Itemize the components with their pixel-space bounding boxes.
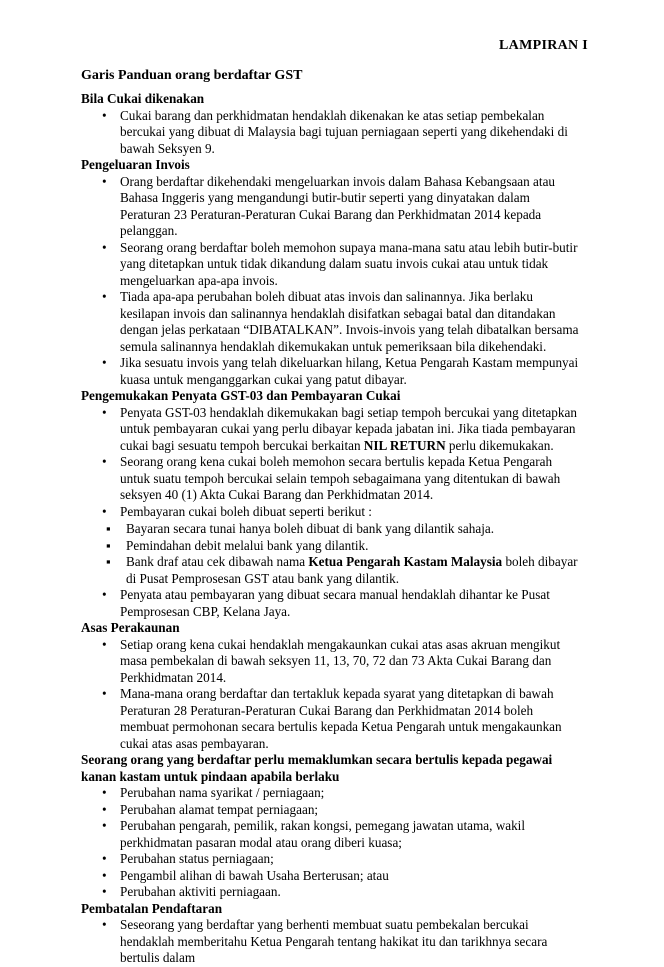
section-heading: Pembatalan Pendaftaran: [81, 900, 223, 916]
item-text: Tiada apa-apa perubahan boleh dibuat atas invois dan salinannya. Jika berlaku kesilapan invois dan salinannya hendaklah disifatkan sebagai batal dan ditandakan dengan jelas perkataan “DIBATALKAN”. Invois-invois yang telah dibatalkan bersama semula salinannya hendaklah dikemukakan untuk pemeriksaan bila dikehendaki.: [120, 289, 579, 354]
item-text: Bank draf atau cek dibawah nama: [126, 554, 309, 569]
item-text: Perubahan alamat tempat perniagaan;: [120, 801, 319, 817]
item-text: Bayaran secara tunai hanya boleh dibuat di bank yang dilantik sahaja.: [126, 521, 495, 536]
bullet-item: [81, 355, 581, 388]
item-text: Cukai barang dan perkhidmatan hendaklah dikenakan ke atas setiap pembekalan bercukai yang dibuat di Malaysia bagi tujuan perniagaan seperti yang dikehendaki di bawah Seksyen 9.: [120, 107, 568, 156]
item-text: Jika sesuatu invois yang telah dikeluarkan hilang, Ketua Pengarah Kastam mempunyai kuasa untuk menganggarkan cukai yang patut dibayar.: [120, 355, 579, 387]
sub-bullet-item: [81, 521, 581, 538]
bullet-list: [81, 917, 581, 967]
item-text: Pengambil alihan di bawah Usaha Berterusan; atau: [120, 867, 389, 883]
item-text: Mana-mana orang berdaftar dan tertakluk kepada syarat yang ditetapkan di bawah Peraturan 28 Peraturan-Peraturan Cukai Barang dan Perkhidmatan 2014 boleh membuat permohonan secara bertulis kepada Ketua Pengarah untuk mengakaunkan cukai atas asas pembayaran.: [120, 686, 562, 751]
sub-bullet-item: [81, 538, 581, 555]
bullet-list: [81, 108, 581, 158]
section-heading: Seorang orang yang berdaftar perlu memaklumkan secara bertulis kepada pegawai kanan kastam untuk pindaan apabila berlaku: [81, 752, 553, 784]
sub-bullet-item: [81, 554, 581, 587]
bullet-item: [81, 785, 581, 802]
bullet-item: [81, 240, 581, 290]
item-text: Perubahan aktiviti perniagaan.: [120, 884, 281, 899]
bullet-item: [81, 504, 581, 588]
section-heading: Pengeluaran Invois: [81, 157, 190, 172]
item-text: Perubahan pengarah, pemilik, rakan kongsi, pemegang jawatan utama, wakil perkhidmatan pasaran modal atau orang diberi kuasa;: [120, 818, 526, 850]
item-text: Pembayaran cukai boleh dibuat seperti berikut :: [120, 503, 372, 519]
bullet-list: [81, 405, 581, 621]
section-heading: Asas Perakaunan: [81, 620, 180, 635]
bullet-item: [81, 174, 581, 240]
item-bold-text: Ketua Pengarah Kastam Malaysia: [308, 554, 503, 569]
item-text: Seorang orang berdaftar boleh memohon supaya mana-mana satu atau lebih butir-butir yang ditetapkan untuk tidak dikandung dalam suatu invois cukai atau untuk tidak mengeluarkan apa-apa invois.: [120, 239, 578, 288]
bullet-list: [81, 637, 581, 753]
item-text: Penyata GST-03 hendaklah dikemukakan bagi setiap tempoh bercukai yang ditetapkan untuk pembayaran cukai yang perlu dibayar kepada jabatan ini. Jika tiada pembayaran cukai bagi sesuatu tempoh bercukai berkaitan: [120, 404, 577, 453]
bullet-item: [81, 405, 581, 455]
item-text: Penyata atau pembayaran yang dibuat secara manual hendaklah dihantar ke Pusat Pemprosesan CBP, Kelana Jaya.: [120, 587, 550, 619]
item-text: boleh dibayar di Pusat Pemprosesan GST atau bank yang dilantik.: [126, 554, 578, 586]
bullet-item: [81, 454, 581, 504]
item-text: Perubahan nama syarikat / perniagaan;: [120, 785, 325, 800]
bullet-item: [81, 108, 581, 158]
section-heading: Pengemukakan Penyata GST-03 dan Pembayaran Cukai: [81, 388, 401, 403]
bullet-item: [81, 818, 581, 851]
appendix-label: LAMPIRAN I: [499, 38, 588, 53]
bullet-item: [81, 868, 581, 885]
item-text: Orang berdaftar dikehendaki mengeluarkan invois dalam Bahasa Kebangsaan atau Bahasa Inggeris yang mengandungi butir-butir seperti yang dinyatakan dalam Peraturan 23 Peraturan-Peraturan Cukai Barang dan Perkhidmatan 2014 kepada pelanggan.: [120, 173, 556, 238]
bullet-item: [81, 851, 581, 868]
item-text: perlu dikemukakan.: [445, 437, 554, 453]
item-text: Setiap orang kena cukai hendaklah mengakaunkan cukai atas asas akruan mengikut masa pembekalan di bawah seksyen 11, 13, 70, 72 dan 73 Akta Cukai Barang dan Perkhidmatan 2014.: [120, 636, 561, 685]
item-text: Seorang orang kena cukai boleh memohon secara bertulis kepada Ketua Pengarah untuk suatu tempoh bercukai selain tempoh sebagaimana yang ditentukan di bawah seksyen 40 (1) Akta Cukai Barang dan Perkhidmatan 2014.: [120, 454, 561, 502]
section-heading: Bila Cukai dikenakan: [81, 91, 205, 106]
bullet-item: [81, 289, 581, 355]
item-text: Seseorang yang berdaftar yang berhenti membuat suatu pembekalan bercukai hendaklah memberitahu Ketua Pengarah tentang hakikat itu dan tarikhnya secara bertulis dalam: [120, 917, 548, 965]
bullet-item: [81, 587, 581, 620]
bullet-item: [81, 884, 581, 901]
sub-bullet-list: [120, 521, 581, 587]
bullet-list: [81, 174, 581, 389]
bullet-item: [81, 802, 581, 819]
document-title: Garis Panduan orang berdaftar GST: [81, 68, 303, 83]
bullet-list: [81, 785, 581, 901]
item-text: Perubahan status perniagaan;: [120, 851, 274, 866]
item-text: Pemindahan debit melalui bank yang dilantik.: [126, 537, 369, 553]
bullet-item: [81, 917, 581, 967]
document-body: [81, 91, 581, 967]
item-bold-text: NIL RETURN: [363, 437, 446, 453]
bullet-item: [81, 686, 581, 752]
bullet-item: [81, 637, 581, 687]
